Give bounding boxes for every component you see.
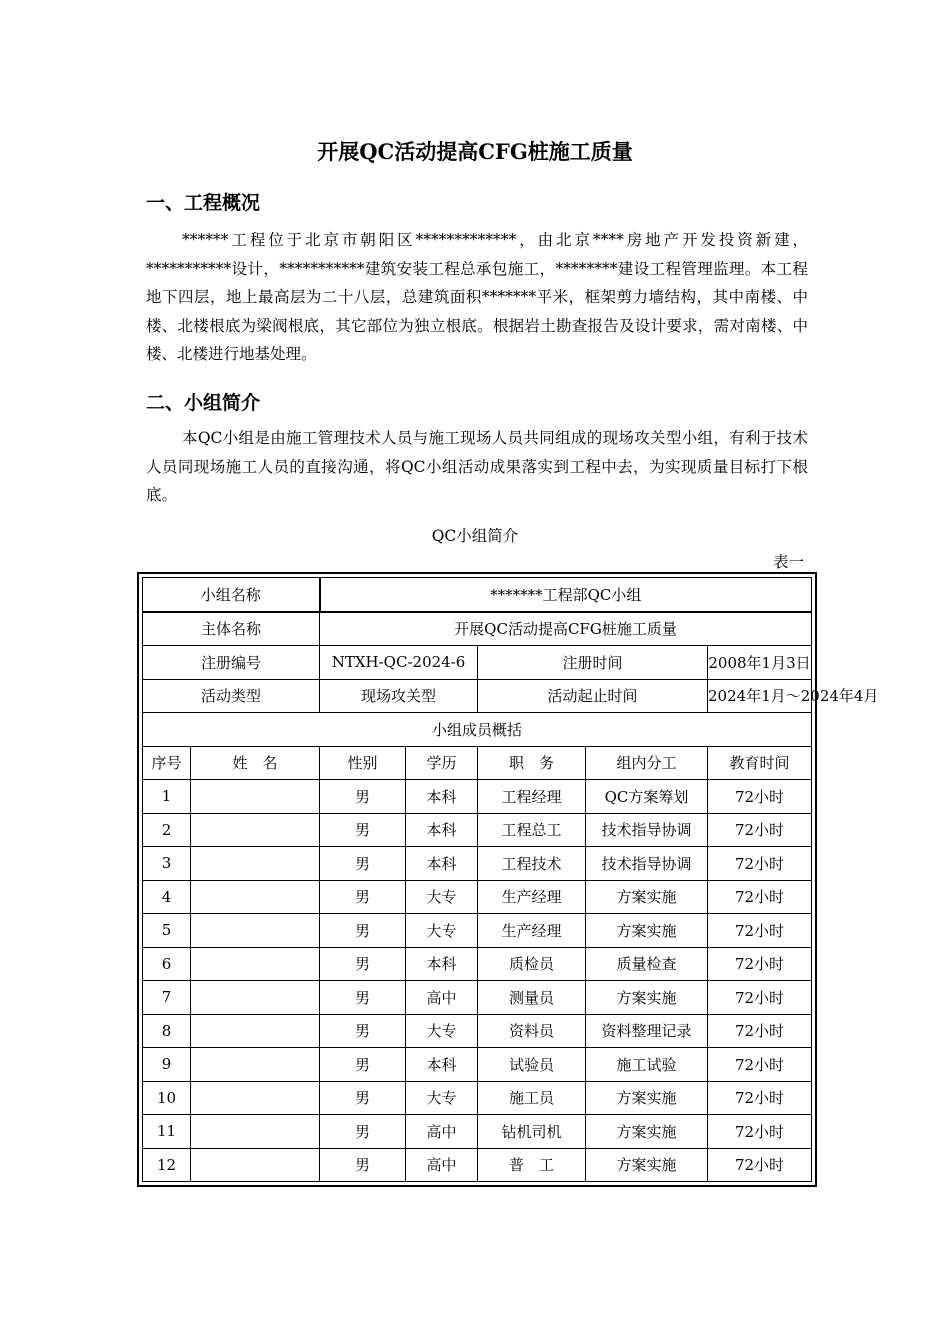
- table-cell: 72小时: [708, 847, 812, 881]
- table-cell: 男: [320, 947, 406, 981]
- table-row: [143, 813, 812, 847]
- column-header: 姓 名: [191, 746, 320, 780]
- column-header: 序号: [143, 746, 191, 780]
- members-header-row: [143, 746, 812, 780]
- table-row: [143, 1048, 812, 1082]
- table-cell: 8: [143, 1014, 191, 1048]
- reg-time-label: 注册时间: [478, 646, 708, 680]
- table-cell: [191, 880, 320, 914]
- table-cell: 大专: [406, 914, 478, 948]
- section-2-heading: 二、小组简介: [146, 392, 261, 414]
- table-number: 表一: [772, 553, 804, 571]
- table-cell: 72小时: [708, 981, 812, 1015]
- table-row: [143, 1081, 812, 1115]
- members-title-row: [143, 713, 812, 747]
- column-header: 组内分工: [586, 746, 708, 780]
- table-cell: 男: [320, 1081, 406, 1115]
- table-cell: 资料整理记录: [586, 1014, 708, 1048]
- table-cell: [191, 1115, 320, 1149]
- subject-row: [143, 612, 812, 646]
- table-cell: 男: [320, 880, 406, 914]
- table-cell: [191, 1014, 320, 1048]
- table-cell: 方案实施: [586, 914, 708, 948]
- table-cell: [191, 947, 320, 981]
- section-2-paragraph: 本QC小组是由施工管理技术人员与施工现场人员共同组成的现场攻关型小组，有利于技术人员同现场施工人员的直接沟通，将QC小组活动成果落实到工程中去，为实现质量目标打下根底。: [146, 429, 808, 504]
- table-cell: 高中: [406, 1148, 478, 1182]
- table-cell: 男: [320, 1014, 406, 1048]
- table-cell: [191, 813, 320, 847]
- activity-type-label: 活动类型: [143, 679, 320, 713]
- table-cell: 72小时: [708, 880, 812, 914]
- table-cell: 4: [143, 880, 191, 914]
- table-cell: 男: [320, 847, 406, 881]
- table-cell: 11: [143, 1115, 191, 1149]
- table-row: [143, 1014, 812, 1048]
- table-cell: [191, 1048, 320, 1082]
- table-cell: 生产经理: [478, 880, 586, 914]
- column-header: 教育时间: [708, 746, 812, 780]
- table-cell: [191, 914, 320, 948]
- table-cell: 普 工: [478, 1148, 586, 1182]
- column-header: 学历: [406, 746, 478, 780]
- table-cell: 5: [143, 914, 191, 948]
- table-cell: [191, 847, 320, 881]
- table-cell: 72小时: [708, 1014, 812, 1048]
- table-cell: 方案实施: [586, 1148, 708, 1182]
- reg-time-value: 2008年1月3日: [708, 646, 812, 680]
- group-name-row: [143, 578, 812, 612]
- group-name-value: *******工程部QC小组: [320, 578, 812, 612]
- table-cell: 工程技术: [478, 847, 586, 881]
- table-cell: 测量员: [478, 981, 586, 1015]
- table-cell: 生产经理: [478, 914, 586, 948]
- table-cell: 72小时: [708, 947, 812, 981]
- table-cell: 男: [320, 780, 406, 814]
- table-row: [143, 847, 812, 881]
- table-cell: 男: [320, 813, 406, 847]
- table-cell: 质检员: [478, 947, 586, 981]
- table-cell: 72小时: [708, 780, 812, 814]
- qc-group-table: [142, 577, 879, 1182]
- table-cell: 大专: [406, 1081, 478, 1115]
- table-cell: 男: [320, 1148, 406, 1182]
- table-cell: 大专: [406, 1014, 478, 1048]
- table-cell: 男: [320, 1048, 406, 1082]
- table-cell: [191, 1148, 320, 1182]
- table-cell: 12: [143, 1148, 191, 1182]
- table-cell: 72小时: [708, 1048, 812, 1082]
- reg-no-value: NTXH-QC-2024-6: [320, 646, 478, 680]
- table-cell: 方案实施: [586, 880, 708, 914]
- table-cell: 7: [143, 981, 191, 1015]
- table-cell: 10: [143, 1081, 191, 1115]
- table-cell: 6: [143, 947, 191, 981]
- subject-value: 开展QC活动提高CFG桩施工质量: [320, 612, 812, 646]
- table-cell: 资料员: [478, 1014, 586, 1048]
- registration-row: [143, 646, 812, 680]
- table-cell: 72小时: [708, 1148, 812, 1182]
- table-row: [143, 1115, 812, 1149]
- group-name-label: 小组名称: [143, 578, 320, 612]
- document-title: 开展QC活动提高CFG桩施工质量: [317, 139, 633, 164]
- section-1-paragraph: ******工程位于北京市朝阳区*************，由北京****房地产开发投资新建，***********设计，***********建筑安装工程总承包施工，********建设工程管理监理。本工程地下四层，地上最高层为二十八层，总建筑面积*******平米，框架剪力墙结构，其中南楼、中楼、北楼根底为梁阀根底，其它部位为独立根底。根据岩土勘查报告及设计要求，需对南楼、中楼、北楼进行地基处理。: [146, 231, 808, 363]
- table-cell: 男: [320, 1115, 406, 1149]
- table-cell: [191, 1081, 320, 1115]
- table-cell: QC方案筹划: [586, 780, 708, 814]
- table-row: [143, 780, 812, 814]
- table-cell: 3: [143, 847, 191, 881]
- table-cell: 钻机司机: [478, 1115, 586, 1149]
- subject-label: 主体名称: [143, 612, 320, 646]
- table-row: [143, 914, 812, 948]
- activity-period-label: 活动起止时间: [478, 679, 708, 713]
- table-cell: 方案实施: [586, 981, 708, 1015]
- table-cell: 高中: [406, 981, 478, 1015]
- table-cell: [191, 981, 320, 1015]
- table-cell: 本科: [406, 780, 478, 814]
- table-cell: 方案实施: [586, 1081, 708, 1115]
- table-cell: 方案实施: [586, 1115, 708, 1149]
- table-cell: 高中: [406, 1115, 478, 1149]
- reg-no-label: 注册编号: [143, 646, 320, 680]
- table-row: [143, 981, 812, 1015]
- table-cell: 技术指导协调: [586, 847, 708, 881]
- table-cell: 质量检查: [586, 947, 708, 981]
- table-cell: 施工试验: [586, 1048, 708, 1082]
- table-cell: 工程经理: [478, 780, 586, 814]
- table-cell: 72小时: [708, 914, 812, 948]
- table-cell: 72小时: [708, 1081, 812, 1115]
- activity-period-value: 2024年1月～2024年4月: [708, 679, 812, 713]
- table-cell: 本科: [406, 813, 478, 847]
- table-cell: 工程总工: [478, 813, 586, 847]
- table-cell: [191, 780, 320, 814]
- table-cell: 施工员: [478, 1081, 586, 1115]
- members-title: 小组成员概括: [143, 713, 812, 747]
- table-row: [143, 880, 812, 914]
- table-cell: 72小时: [708, 813, 812, 847]
- table-cell: 本科: [406, 947, 478, 981]
- table-cell: 技术指导协调: [586, 813, 708, 847]
- table-cell: 72小时: [708, 1115, 812, 1149]
- table-cell: 9: [143, 1048, 191, 1082]
- table-caption: QC小组简介: [431, 527, 519, 545]
- table-cell: 男: [320, 981, 406, 1015]
- column-header: 性别: [320, 746, 406, 780]
- activity-type-value: 现场攻关型: [320, 679, 478, 713]
- table-cell: 男: [320, 914, 406, 948]
- table-cell: 2: [143, 813, 191, 847]
- table-cell: 本科: [406, 847, 478, 881]
- qc-group-table-frame: [137, 572, 879, 1187]
- activity-row: [143, 679, 812, 713]
- table-row: [143, 947, 812, 981]
- table-cell: 试验员: [478, 1048, 586, 1082]
- table-row: [143, 1148, 812, 1182]
- table-cell: 大专: [406, 880, 478, 914]
- table-cell: 本科: [406, 1048, 478, 1082]
- table-cell: 1: [143, 780, 191, 814]
- column-header: 职 务: [478, 746, 586, 780]
- section-1-heading: 一、工程概况: [146, 192, 261, 214]
